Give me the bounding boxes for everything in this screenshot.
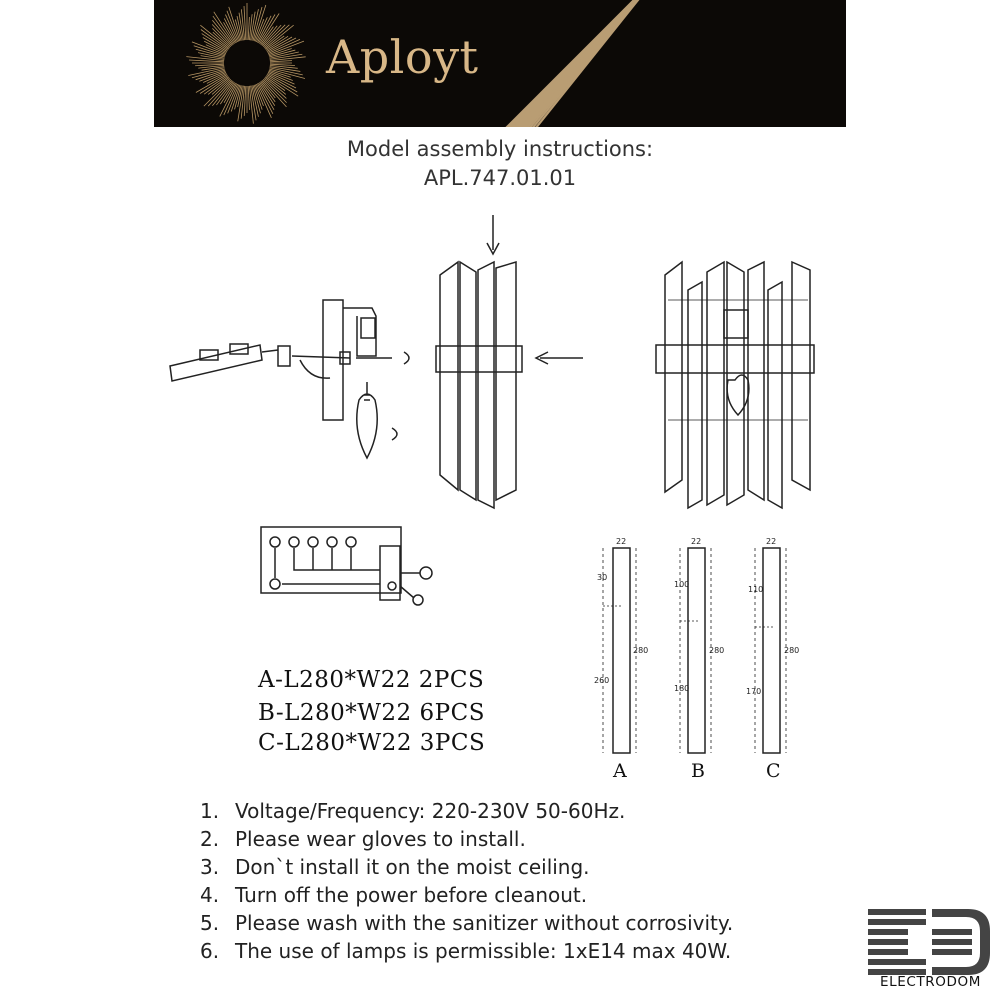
dim-a-upper: 30 <box>597 573 608 582</box>
spec-line-b: B-L280*W22 6PCS <box>258 700 485 726</box>
list-item: 3. Don`t install it on the moist ceiling. <box>200 855 590 879</box>
model-number: APL.747.01.01 <box>423 166 577 190</box>
dim-b-width: 22 <box>691 537 702 546</box>
rod-label-c: C <box>766 760 781 782</box>
dim-b-upper: 100 <box>674 580 690 589</box>
list-item: 5. Please wash with the sanitizer without corrosivity. <box>200 911 734 935</box>
dim-c-width: 22 <box>766 537 777 546</box>
front-view <box>656 262 814 508</box>
page-title: Model assembly instructions: <box>346 137 654 161</box>
bracket-exploded-view <box>170 300 409 458</box>
instruction-list <box>200 797 733 965</box>
dim-b-length: 280 <box>709 646 725 655</box>
rod-label-b: B <box>691 760 705 782</box>
dim-c-length: 280 <box>784 646 800 655</box>
brand-name: Aployt <box>326 30 479 84</box>
dim-a-length: 280 <box>633 646 649 655</box>
dim-c-upper: 110 <box>748 585 764 594</box>
rod-drawing-b <box>680 548 711 753</box>
dim-a-lower: 260 <box>594 676 610 685</box>
list-item: 4. Turn off the power before cleanout. <box>200 883 588 907</box>
terminal-block-diagram <box>261 527 432 605</box>
spec-line-a: A-L280*W22 2PCS <box>258 667 485 693</box>
electrodom-logo-text: ELECTRODOM <box>880 974 981 990</box>
rod-drawing-c <box>755 548 786 753</box>
list-item: 6. The use of lamps is permissible: 1xE14 max 40W. <box>200 939 732 963</box>
list-item: 1. Voltage/Frequency: 220-230V 50-60Hz. <box>200 799 626 823</box>
list-item: 2. Please wear gloves to install. <box>200 827 526 851</box>
dim-c-lower: 170 <box>746 687 762 696</box>
side-view <box>436 215 583 508</box>
dim-a-width: 22 <box>616 537 627 546</box>
dim-b-lower: 180 <box>674 684 690 693</box>
spec-line-c: C-L280*W22 3PCS <box>258 730 486 756</box>
rod-drawing-a <box>603 548 636 753</box>
rod-label-a: A <box>613 760 627 782</box>
